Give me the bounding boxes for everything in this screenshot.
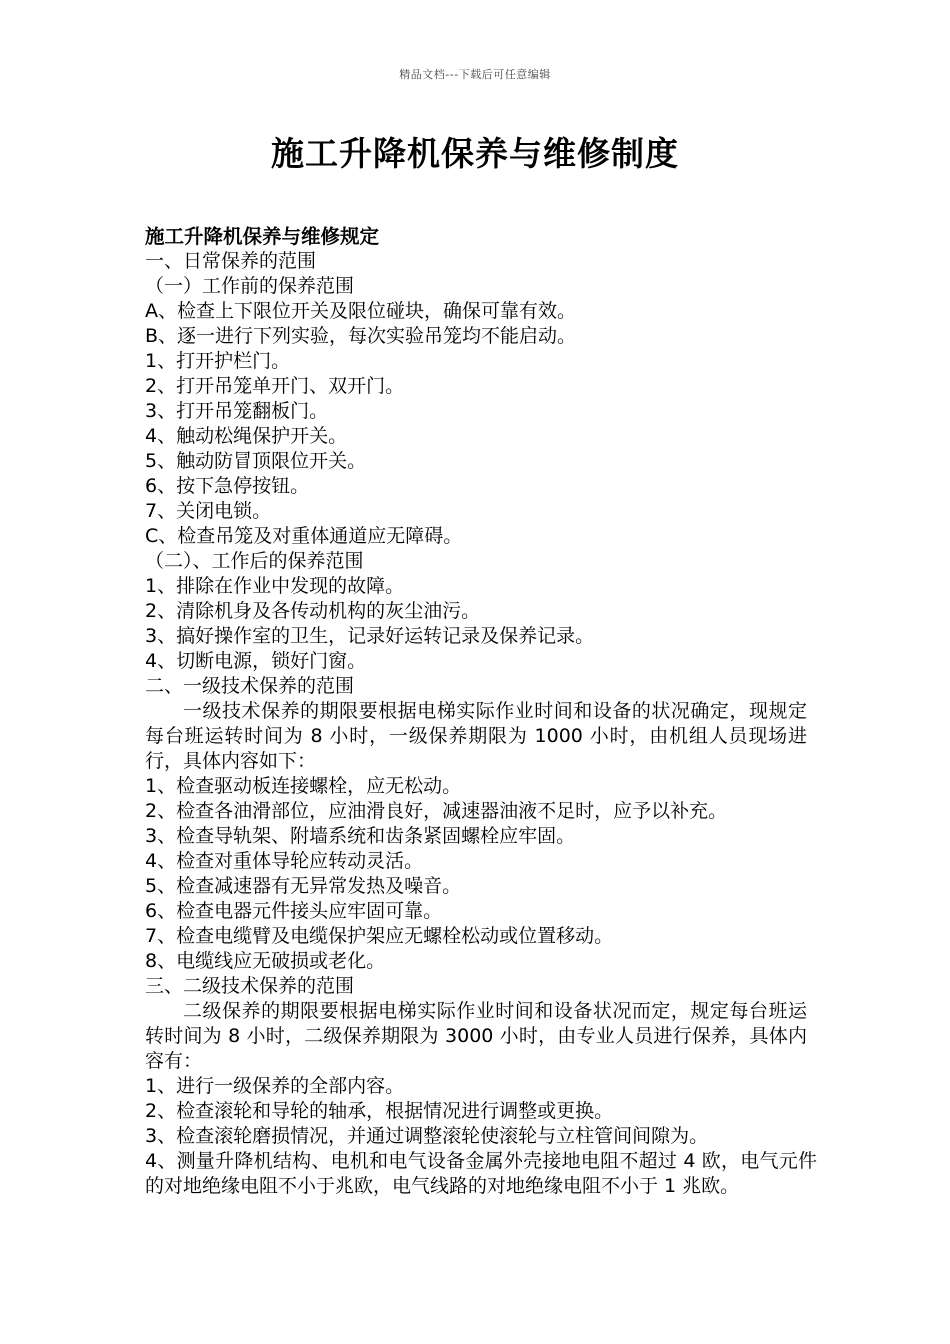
- text-line: 1、打开护栏门。: [145, 350, 291, 372]
- text-line: 2、打开吊笼单开门、双开门。: [145, 375, 405, 397]
- text-line: 三、二级技术保养的范围: [145, 975, 355, 997]
- text-line: 一、日常保养的范围: [145, 250, 317, 272]
- text-line: A、检查上下限位开关及限位碰块，确保可靠有效。: [145, 300, 576, 322]
- text-line: （二）、工作后的保养范围: [145, 550, 364, 572]
- text-line: 5、检查减速器有无异常发热及噪音。: [145, 875, 462, 897]
- text-line: 8、电缆线应无破损或老化。: [145, 950, 386, 972]
- header-note: 精品文档---下载后可任意编辑: [399, 68, 551, 81]
- text-line: 6、检查电器元件接头应牢固可靠。: [145, 900, 443, 922]
- text-line: 4、检查对重体导轮应转动灵活。: [145, 850, 424, 872]
- text-line: 1、进行一级保养的全部内容。: [145, 1075, 405, 1097]
- text-line: B、逐一进行下列实验，每次实验吊笼均不能启动。: [145, 325, 577, 347]
- text-line: 3、搞好操作室的卫生，记录好运转记录及保养记录。: [145, 625, 595, 647]
- text-line: 7、检查电缆臂及电缆保护架应无螺栓松动或位置移动。: [145, 925, 614, 947]
- text-line: 7、关闭电锁。: [145, 500, 272, 522]
- text-line: 3、检查导轨架、附墙系统和齿条紧固螺栓应牢固。: [145, 825, 576, 847]
- text-line: 3、检查滚轮磨损情况，并通过调整滚轮使滚轮与立柱管间间隙为。: [145, 1125, 709, 1147]
- paragraph: 4、测量升降机结构、电机和电气设备金属外壳接地电阻不超过 4 欧，电气元件的对地绝缘电阻不小于兆欧，电气线路的对地绝缘电阻不小于 1 兆欧。: [145, 1150, 817, 1197]
- section-subtitle: 施工升降机保养与维修规定: [145, 225, 380, 248]
- text-line: 2、检查滚轮和导轮的轴承，根据情况进行调整或更换。: [145, 1100, 614, 1122]
- paragraph: 一级技术保养的期限要根据电梯实际作业时间和设备的状况确定，现规定每台班运转时间为 8 小时，一级保养期限为 1000 小时，由机组人员现场进行，具体内容如下：: [145, 700, 807, 772]
- text-line: 1、检查驱动板连接螺栓，应无松动。: [145, 775, 462, 797]
- document-title: 施工升降机保养与维修制度: [271, 134, 679, 173]
- text-line: 二、一级技术保养的范围: [145, 675, 355, 697]
- text-line: 2、清除机身及各传动机构的灰尘油污。: [145, 600, 481, 622]
- text-line: （一）工作前的保养范围: [145, 275, 355, 297]
- text-line: 4、切断电源，锁好门窗。: [145, 650, 367, 672]
- text-line: 3、打开吊笼翻板门。: [145, 400, 329, 422]
- text-line: C、检查吊笼及对重体通道应无障碍。: [145, 525, 463, 547]
- text-line: 5、触动防冒顶限位开关。: [145, 450, 367, 472]
- paragraph: 二级保养的期限要根据电梯实际作业时间和设备状况而定，规定每台班运转时间为 8 小时，二级保养期限为 3000 小时，由专业人员进行保养，具体内容有：: [145, 1000, 807, 1072]
- text-line: 6、按下急停按钮。: [145, 475, 310, 497]
- document-body: [145, 224, 835, 1199]
- text-line: 2、检查各油滑部位，应油滑良好，减速器油液不足时，应予以补充。: [145, 800, 728, 822]
- text-line: 1、排除在作业中发现的故障。: [145, 575, 405, 597]
- text-line: 4、触动松绳保护开关。: [145, 425, 348, 447]
